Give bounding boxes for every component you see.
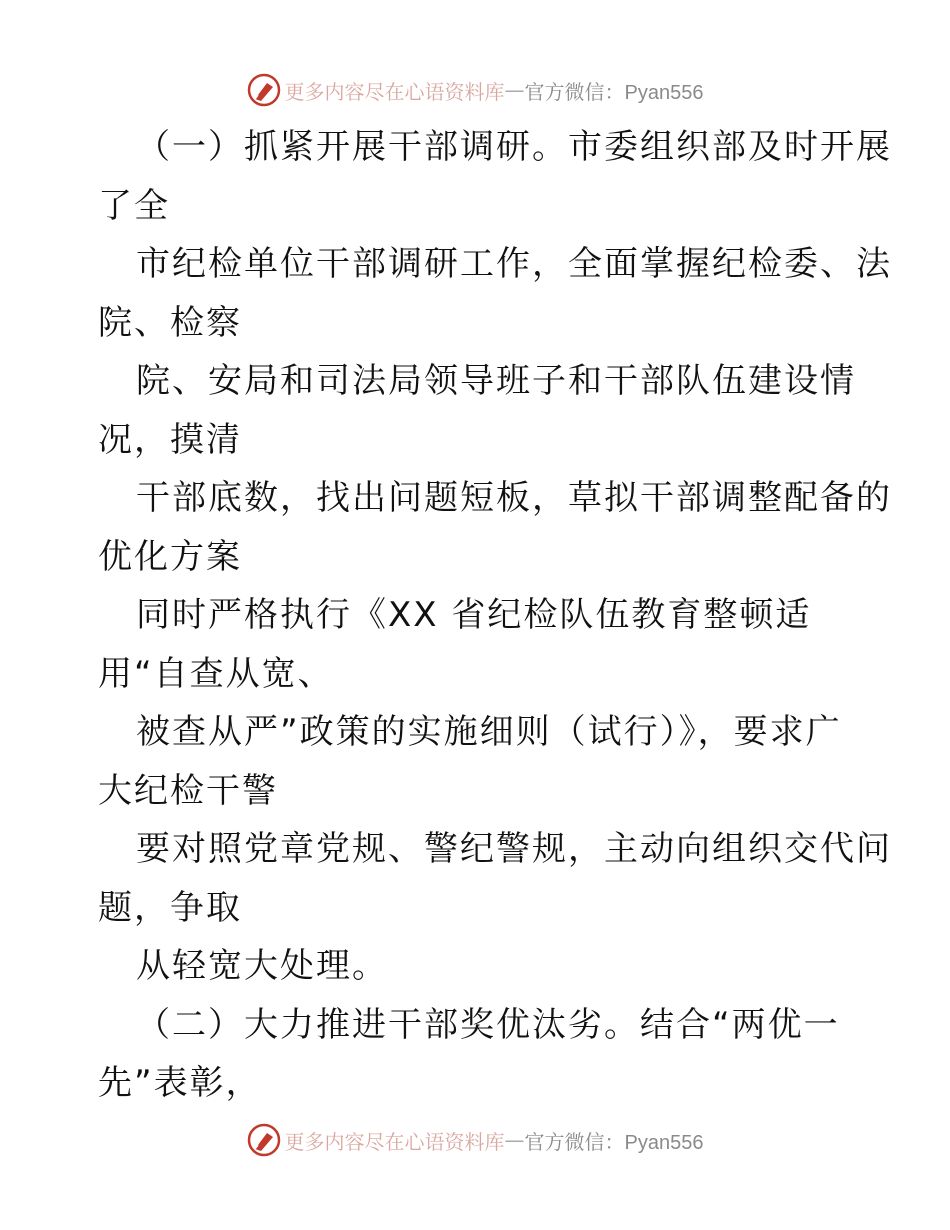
text-line: （一）抓紧开展干部调研。市委组织部及时开展 bbox=[136, 127, 892, 167]
text-line: 院、安局和司法局领导班子和干部队伍建设情 bbox=[136, 361, 856, 401]
document-body bbox=[98, 118, 892, 1113]
pen-nib-logo-icon bbox=[247, 73, 281, 107]
text-line: 用“自查从宽、 bbox=[98, 653, 334, 694]
text-line: 先”表彰， bbox=[98, 1063, 262, 1103]
text-line: 大纪检干警 bbox=[98, 770, 278, 811]
text-line: 要对照党章党规、警纪警规，主动向组织交代问 bbox=[136, 829, 892, 869]
watermark-separator: — bbox=[504, 78, 525, 102]
pen-nib-logo-icon bbox=[247, 1123, 281, 1157]
text-line: 市纪检单位干部调研工作，全面掌握纪检委、法 bbox=[136, 244, 892, 284]
text-line: 题，争取 bbox=[98, 887, 242, 928]
watermark-brand: 更多内容尽在心语资料库 bbox=[284, 79, 505, 104]
watermark-contact: 官方微信：Pyan556 bbox=[524, 81, 704, 104]
footer-watermark bbox=[0, 1120, 950, 1160]
text-line: （二）大力推进干部奖优汰劣。结合“两优一 bbox=[136, 1004, 840, 1045]
watermark-separator: — bbox=[504, 1128, 525, 1152]
text-line: 同时严格执行《XX 省纪检队伍教育整顿适 bbox=[136, 595, 812, 635]
text-line: 况，摸清 bbox=[98, 419, 242, 460]
text-line: 从轻宽大处理。 bbox=[136, 946, 388, 986]
text-line: 了全 bbox=[98, 185, 170, 226]
watermark-contact: 官方微信：Pyan556 bbox=[524, 1131, 704, 1154]
text-line: 院、检察 bbox=[98, 302, 242, 343]
text-line: 被查从严”政策的实施细则（试行）》，要求广 bbox=[136, 712, 842, 752]
watermark-brand: 更多内容尽在心语资料库 bbox=[284, 1129, 505, 1154]
text-line: 优化方案 bbox=[98, 536, 242, 577]
header-watermark bbox=[0, 70, 950, 110]
text-line: 干部底数，找出问题短板，草拟干部调整配备的 bbox=[136, 478, 892, 518]
